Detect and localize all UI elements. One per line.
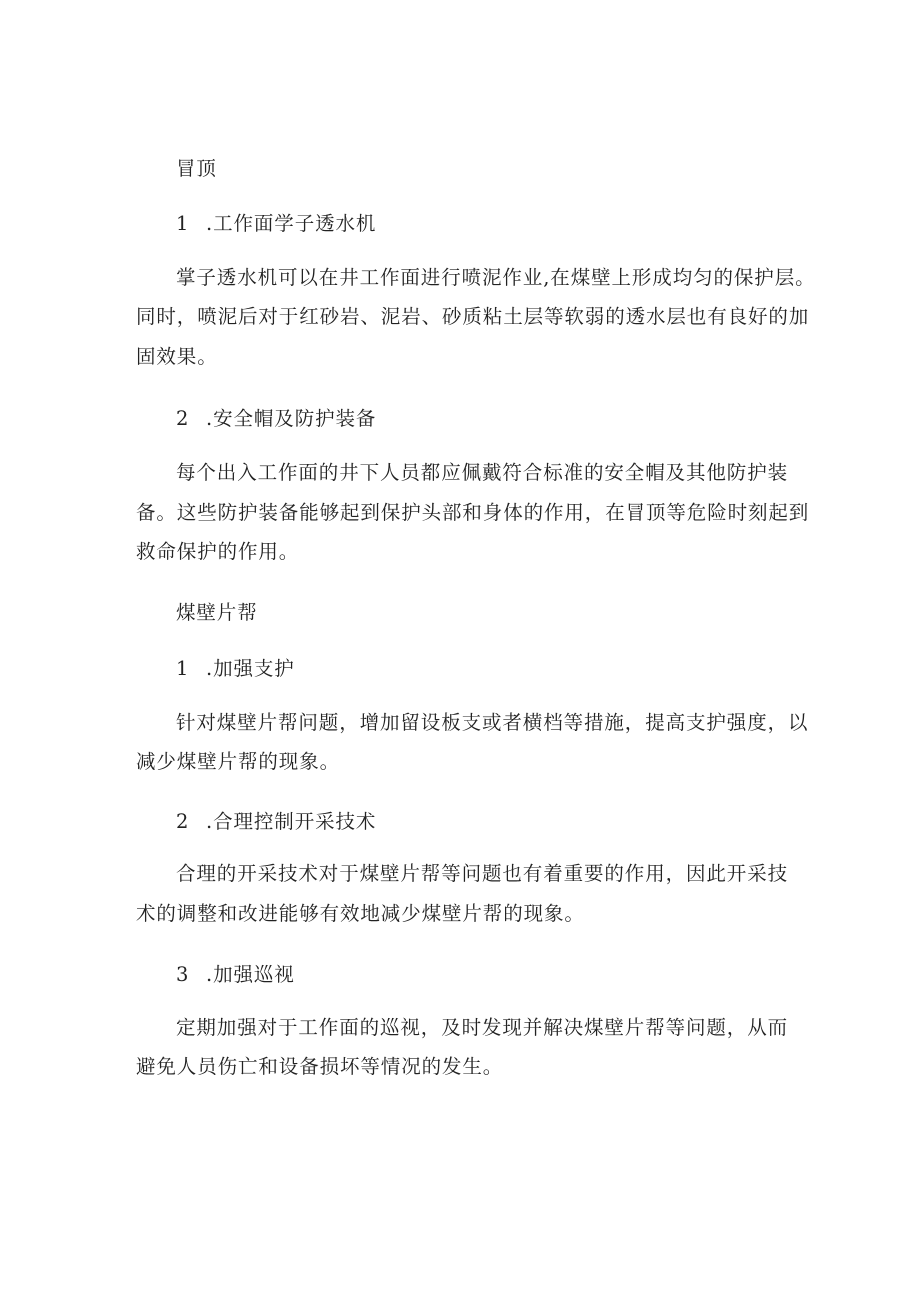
item-heading (176, 212, 376, 236)
paragraph-line: 每个出入工作面的井下人员都应佩戴符合标准的安全帽及其他防护装 (176, 461, 789, 484)
section-heading-rib-spalling: 煤壁片帮 (176, 601, 258, 624)
item-number: 1 (176, 212, 190, 235)
paragraph-line: 避免人员伤亡和设备损坏等情况的发生。 (136, 1055, 504, 1078)
item-title: .合理控制开采技术 (206, 810, 377, 833)
item-heading (176, 657, 295, 681)
paragraph-line: 定期加强对于工作面的巡视，及时发现并解决煤壁片帮等问题，从而 (176, 1016, 789, 1039)
item-number: 3 (176, 963, 190, 986)
item-title: .加强巡视 (206, 963, 295, 986)
section-heading-roof-fall: 冒顶 (176, 157, 217, 180)
item-number: 2 (176, 407, 190, 430)
paragraph-line: 减少煤壁片帮的现象。 (136, 750, 341, 773)
paragraph-line: 针对煤壁片帮问题，增加留设板支或者横档等措施，提高支护强度，以 (176, 711, 809, 734)
paragraph-line: 术的调整和改进能够有效地减少煤壁片帮的现象。 (136, 902, 585, 925)
paragraph-line: 备。这些防护装备能够起到保护头部和身体的作用，在冒顶等危险时刻起到 (136, 501, 810, 524)
item-heading (176, 810, 376, 834)
paragraph-line: 救命保护的作用。 (136, 540, 300, 563)
paragraph-line: 合理的开采技术对于煤壁片帮等问题也有着重要的作用，因此开采技 (176, 862, 789, 885)
item-number: 2 (176, 810, 190, 833)
item-number: 1 (176, 657, 190, 680)
paragraph-line: 固效果。 (136, 345, 218, 368)
paragraph-line: 掌子透水机可以在井工作面进行喷泥作业,在煤壁上形成均匀的保护层。 (176, 266, 816, 289)
item-heading (176, 963, 295, 987)
item-title: .加强支护 (206, 657, 295, 680)
item-heading (176, 407, 376, 431)
paragraph-line: 同时，喷泥后对于红砂岩、泥岩、砂质粘土层等软弱的透水层也有良好的加 (136, 305, 810, 328)
item-title: .工作面学子透水机 (206, 212, 377, 235)
item-title: .安全帽及防护装备 (206, 407, 377, 430)
